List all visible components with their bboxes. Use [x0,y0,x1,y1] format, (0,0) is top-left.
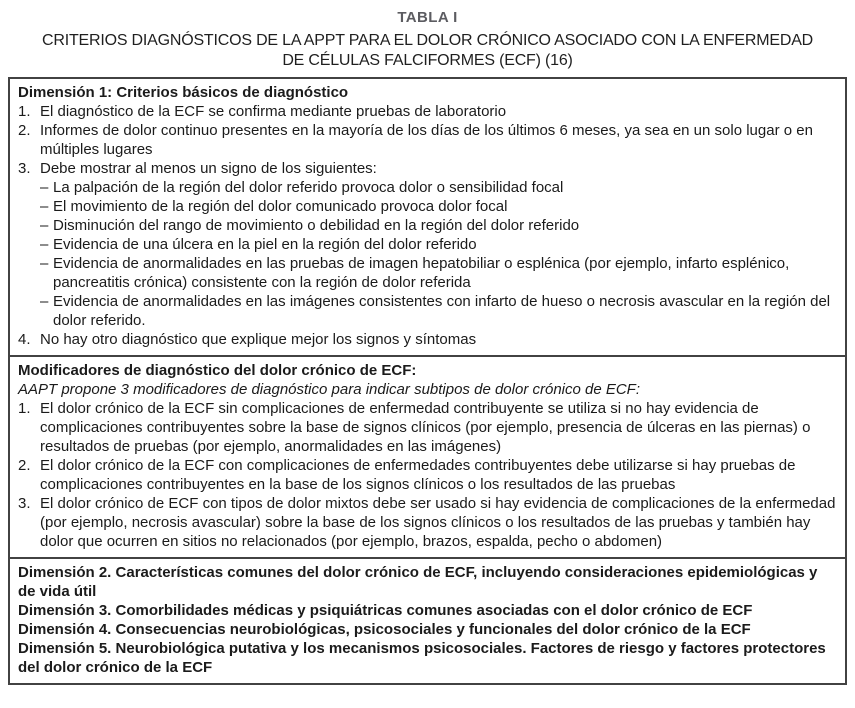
list-item [18,102,837,121]
list-item [18,159,837,178]
list-item [18,399,837,456]
list-item-text: Disminución del rango de movimiento o debilidad en la región del dolor referido [53,217,580,234]
section-heading: Dimensión 2. Características comunes del dolor crónico de ECF, incluyendo consideraciones epidemiológicas y de vida útil [18,564,818,600]
list-item-text: El dolor crónico de la ECF sin complicaciones de enfermedad contribuyente se utiliza si no hay evidencia de complicaciones contribuyentes sobre la base de signos clínicos (por ejemplo, presencia de úlceras en las piernas) o resultados de pruebas (por ejemplo, anormalidades en las imágenes) [40,400,811,455]
list-marker: 3. [18,495,31,512]
list-item-text: No hay otro diagnóstico que explique mejor los signos y síntomas [40,331,477,348]
section-heading: Dimensión 1: Criterios básicos de diagnóstico [18,84,349,101]
list-marker: – [40,236,49,253]
list-marker: 4. [18,331,31,348]
list-item-text: El movimiento de la región del dolor comunicado provoca dolor focal [53,198,508,215]
table-section-modificadores [10,355,845,557]
list-item-text: La palpación de la región del dolor referido provoca dolor o sensibilidad focal [53,179,564,196]
list-marker: – [40,179,49,196]
list-item [18,178,837,197]
list-item: AAPT propone 3 modificadores de diagnóstico para indicar subtipos de dolor crónico de ECF: [18,381,641,398]
list-item [18,216,837,235]
list-item-text: Evidencia de anormalidades en las imágenes consistentes con infarto de hueso o necrosis avascular en la región del dolor referido. [53,293,831,329]
section-heading: Dimensión 3. Comorbilidades médicas y psiquiátricas comunes asociadas con el dolor crónico de ECF [18,602,753,619]
list-item [18,494,837,551]
list-item-text: Informes de dolor continuo presentes en la mayoría de los días de los últimos 6 meses, ya sea en un solo lugar o en múltiples lugares [40,122,813,158]
list-item [18,197,837,216]
list-marker: – [40,198,49,215]
list-marker: 2. [18,122,31,139]
list-marker: 1. [18,400,31,417]
list-item-text: Debe mostrar al menos un signo de los siguientes: [40,160,377,177]
list-item [18,235,837,254]
list-item-text: Evidencia de anormalidades en las pruebas de imagen hepatobiliar o esplénica (por ejemplo, infarto esplénico, pancreatitis crónica) consistente con la región de dolor referida [53,255,790,291]
list-marker: 1. [18,103,31,120]
list-marker: – [40,255,49,272]
section-heading: Dimensión 5. Neurobiológica putativa y los mecanismos psicosociales. Factores de riesgo y factores protectores del dolor crónico de la ECF [18,640,826,676]
list-item-text: El diagnóstico de la ECF se confirma mediante pruebas de laboratorio [40,103,507,120]
list-item [18,330,837,349]
table-section-dimensiones-2-5 [10,557,845,683]
list-marker: – [40,217,49,234]
table-label: TABLA I [397,9,458,26]
list-item [18,292,837,330]
list-marker: 3. [18,160,31,177]
list-item [18,254,837,292]
table-section-dimension-1 [10,79,845,355]
list-item [18,121,837,159]
list-item [18,456,837,494]
list-marker: – [40,293,49,310]
list-item-text: El dolor crónico de ECF con tipos de dolor mixtos debe ser usado si hay evidencia de complicaciones de la enfermedad (por ejemplo, necrosis avascular) sobre la base de los signos clínicos o los resultados de las pruebas y también hay dolor que ocurren en sitios no relacionados (por ejemplo, brazos, espalda, pecho o abdomen) [40,495,836,550]
list-item-text: El dolor crónico de la ECF con complicaciones de enfermedades contribuyentes debe utilizarse si hay pruebas de complicaciones contribuyentes en la base de los signos clínicos o los resultados de las pruebas [40,457,796,493]
table-caption-line2: DE CÉLULAS FALCIFORMES (ECF) (16) [282,52,573,69]
list-item-text: Evidencia de una úlcera en la piel en la región del dolor referido [53,236,477,253]
list-marker: 2. [18,457,31,474]
table-title-block [0,0,855,71]
criteria-table [8,77,847,685]
section-heading: Dimensión 4. Consecuencias neurobiológicas, psicosociales y funcionales del dolor crónico de la ECF [18,621,751,638]
table-caption-line1: CRITERIOS DIAGNÓSTICOS DE LA APPT PARA EL DOLOR CRÓNICO ASOCIADO CON LA ENFERMEDAD [41,32,814,49]
section-heading: Modificadores de diagnóstico del dolor crónico de ECF: [18,362,417,379]
